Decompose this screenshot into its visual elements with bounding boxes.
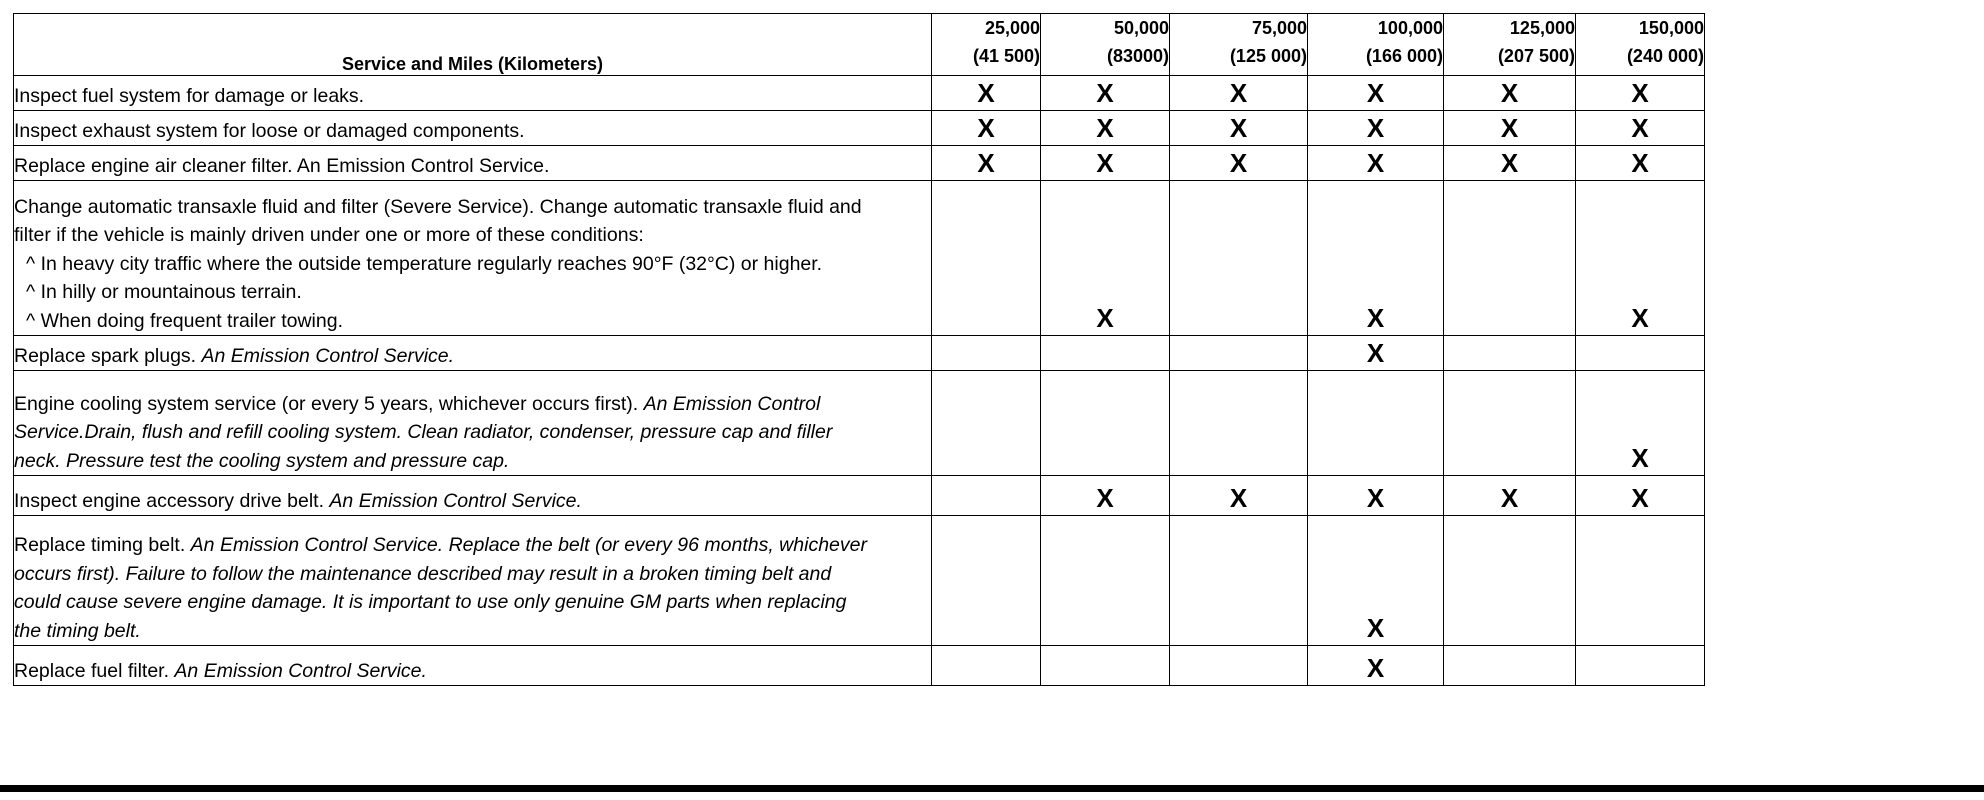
service-required-mark: X xyxy=(1096,303,1114,333)
service-required-mark: X xyxy=(1366,113,1385,143)
interval-cell xyxy=(932,181,1041,336)
description-line xyxy=(14,82,931,111)
service-required-mark: X xyxy=(1096,148,1114,178)
interval-cell xyxy=(1308,336,1444,371)
description-line xyxy=(14,117,931,146)
mileage-km: (207 500) xyxy=(1497,46,1575,66)
mileage-km: (83000) xyxy=(1106,46,1169,66)
description-line xyxy=(14,193,931,222)
interval-cell xyxy=(1308,146,1444,181)
interval-cell xyxy=(1170,646,1308,686)
interval-cell xyxy=(1041,111,1170,146)
interval-cell xyxy=(1170,76,1308,111)
description-line xyxy=(14,221,931,250)
emission-note-text: An Emission Control Service. xyxy=(329,489,582,512)
interval-cell xyxy=(1170,516,1308,646)
description-line xyxy=(14,588,931,617)
service-text: filter if the vehicle is mainly driven under one or more of these conditions: xyxy=(14,224,644,246)
description-line xyxy=(14,531,931,560)
service-required-mark: X xyxy=(1366,303,1385,333)
mileage-miles: 50,000 xyxy=(1113,18,1169,38)
interval-cell xyxy=(1041,476,1170,516)
description-line xyxy=(14,390,931,419)
description-line xyxy=(14,560,931,589)
interval-cell xyxy=(932,336,1041,371)
interval-cell xyxy=(932,476,1041,516)
bottom-rule xyxy=(0,785,1984,792)
service-text: Engine cooling system service (or every 5 years, whichever occurs first). xyxy=(14,392,644,415)
mileage-miles: 150,000 xyxy=(1638,18,1704,38)
emission-note-text: the timing belt. xyxy=(14,619,141,642)
interval-cell xyxy=(932,646,1041,686)
service-required-mark: X xyxy=(1631,148,1649,178)
emission-note-text: An Emission Control xyxy=(643,392,821,415)
interval-cell xyxy=(1444,476,1576,516)
interval-cell xyxy=(1041,371,1170,476)
table-row xyxy=(14,476,1705,516)
mileage-miles: 75,000 xyxy=(1251,18,1307,38)
mileage-header-150000 xyxy=(1576,14,1705,76)
service-required-mark: X xyxy=(977,113,995,143)
interval-cell xyxy=(1170,336,1308,371)
interval-cell xyxy=(1444,181,1576,336)
service-required-mark: X xyxy=(977,78,995,108)
mileage-miles: 100,000 xyxy=(1377,18,1443,38)
service-required-mark: X xyxy=(1366,148,1385,178)
interval-cell xyxy=(932,76,1041,111)
service-required-mark: X xyxy=(1500,113,1519,143)
service-required-mark: X xyxy=(1366,653,1385,683)
interval-cell xyxy=(1041,336,1170,371)
service-text: Replace engine air cleaner filter. An Emission Control Service. xyxy=(14,154,550,177)
service-text: Inspect engine accessory drive belt. xyxy=(14,489,330,512)
service-text: ^ When doing frequent trailer towing. xyxy=(26,309,343,332)
emission-note-text: Service.Drain, flush and refill cooling system. Clean radiator, condenser, pressure cap and filler xyxy=(14,421,833,443)
mileage-km: (41 500) xyxy=(972,46,1040,66)
service-required-mark: X xyxy=(1096,113,1114,143)
mileage-header-125000 xyxy=(1444,14,1576,76)
service-text: ^ In hilly or mountainous terrain. xyxy=(26,281,302,303)
interval-cell xyxy=(1041,181,1170,336)
service-required-mark: X xyxy=(1631,113,1649,143)
interval-cell xyxy=(1576,181,1705,336)
description-line xyxy=(14,447,931,476)
description-line xyxy=(14,418,931,447)
service-required-mark: X xyxy=(1366,78,1385,108)
service-description xyxy=(14,76,932,111)
mileage-miles: 125,000 xyxy=(1509,18,1575,38)
service-required-mark: X xyxy=(1631,443,1649,473)
interval-cell xyxy=(1444,146,1576,181)
table-row xyxy=(14,371,1705,476)
service-text: ^ In heavy city traffic where the outside temperature regularly reaches 90°F (32°C) or higher. xyxy=(26,252,823,275)
emission-note-text: An Emission Control Service. xyxy=(174,659,427,682)
interval-cell xyxy=(932,371,1041,476)
service-required-mark: X xyxy=(1096,483,1114,513)
description-line xyxy=(14,278,931,307)
service-text: Change automatic transaxle fluid and filter (Severe Service). Change automatic transaxle fluid and xyxy=(14,195,862,218)
service-description xyxy=(14,181,932,336)
mileage-km: (240 000) xyxy=(1626,46,1704,66)
service-required-mark: X xyxy=(1366,338,1385,368)
service-required-mark: X xyxy=(1229,78,1248,108)
mileage-miles: 25,000 xyxy=(984,18,1040,38)
table-row xyxy=(14,146,1705,181)
table-row xyxy=(14,181,1705,336)
description-line xyxy=(14,657,931,686)
interval-cell xyxy=(1170,371,1308,476)
maintenance-schedule-table xyxy=(13,13,1705,686)
interval-cell xyxy=(1170,146,1308,181)
service-required-mark: X xyxy=(977,148,995,178)
table-row xyxy=(14,646,1705,686)
table-row xyxy=(14,516,1705,646)
service-description xyxy=(14,111,932,146)
table-row xyxy=(14,336,1705,371)
interval-cell xyxy=(1308,76,1444,111)
emission-note-text: occurs first). Failure to follow the maintenance described may result in a broken timing belt and xyxy=(14,562,832,585)
interval-cell xyxy=(1576,371,1705,476)
interval-cell xyxy=(1041,146,1170,181)
interval-cell xyxy=(1444,76,1576,111)
interval-cell xyxy=(1576,476,1705,516)
service-required-mark: X xyxy=(1366,613,1385,643)
mileage-km: (166 000) xyxy=(1365,46,1443,66)
interval-cell xyxy=(1576,516,1705,646)
interval-cell xyxy=(1444,371,1576,476)
description-line xyxy=(14,617,931,646)
interval-cell xyxy=(1444,516,1576,646)
description-line xyxy=(14,487,931,516)
interval-cell xyxy=(1444,111,1576,146)
table-row xyxy=(14,76,1705,111)
interval-cell xyxy=(1041,76,1170,111)
service-required-mark: X xyxy=(1500,483,1519,513)
interval-cell xyxy=(1041,646,1170,686)
service-text: Inspect exhaust system for loose or damaged components. xyxy=(14,119,525,142)
description-line xyxy=(14,152,931,181)
service-description xyxy=(14,336,932,371)
interval-cell xyxy=(1308,111,1444,146)
interval-cell xyxy=(1576,111,1705,146)
interval-cell xyxy=(1170,476,1308,516)
service-text: Inspect fuel system for damage or leaks. xyxy=(14,84,365,107)
service-required-mark: X xyxy=(1229,148,1248,178)
interval-cell xyxy=(1308,476,1444,516)
service-required-mark: X xyxy=(1500,148,1519,178)
service-required-mark: X xyxy=(1096,78,1114,108)
service-description xyxy=(14,476,932,516)
interval-cell xyxy=(1308,516,1444,646)
service-required-mark: X xyxy=(1229,113,1248,143)
service-column-header: Service and Miles (Kilometers) xyxy=(14,14,932,76)
emission-note-text: An Emission Control Service. Replace the belt (or every 96 months, whichever xyxy=(190,534,867,556)
service-required-mark: X xyxy=(1229,483,1248,513)
header-row xyxy=(14,14,1705,76)
service-text: Replace timing belt. xyxy=(14,534,191,556)
table-row xyxy=(14,111,1705,146)
interval-cell xyxy=(1170,111,1308,146)
interval-cell xyxy=(932,111,1041,146)
mileage-header-50000 xyxy=(1041,14,1170,76)
service-required-mark: X xyxy=(1631,303,1649,333)
service-description xyxy=(14,646,932,686)
service-required-mark: X xyxy=(1366,483,1385,513)
interval-cell xyxy=(932,146,1041,181)
schedule-body xyxy=(14,76,1705,686)
service-text: Replace fuel filter. xyxy=(14,659,175,682)
interval-cell xyxy=(1308,181,1444,336)
description-line xyxy=(14,342,931,371)
interval-cell xyxy=(1308,371,1444,476)
service-description xyxy=(14,146,932,181)
service-description xyxy=(14,371,932,476)
mileage-header-100000 xyxy=(1308,14,1444,76)
service-description xyxy=(14,516,932,646)
interval-cell xyxy=(1576,76,1705,111)
interval-cell xyxy=(932,516,1041,646)
interval-cell xyxy=(1576,336,1705,371)
emission-note-text: An Emission Control Service. xyxy=(201,344,455,367)
interval-cell xyxy=(1576,146,1705,181)
service-required-mark: X xyxy=(1500,78,1519,108)
service-text: Replace spark plugs. xyxy=(14,344,202,367)
emission-note-text: could cause severe engine damage. It is important to use only genuine GM parts when replacing xyxy=(14,591,847,613)
service-required-mark: X xyxy=(1631,78,1649,108)
interval-cell xyxy=(1308,646,1444,686)
interval-cell xyxy=(1170,181,1308,336)
description-line xyxy=(14,250,931,279)
interval-cell xyxy=(1444,336,1576,371)
description-line xyxy=(14,307,931,336)
mileage-header-75000 xyxy=(1170,14,1308,76)
mileage-header-25000 xyxy=(932,14,1041,76)
emission-note-text: neck. Pressure test the cooling system and pressure cap. xyxy=(14,449,510,472)
interval-cell xyxy=(1041,516,1170,646)
service-required-mark: X xyxy=(1631,483,1649,513)
mileage-km: (125 000) xyxy=(1229,46,1307,66)
interval-cell xyxy=(1576,646,1705,686)
interval-cell xyxy=(1444,646,1576,686)
